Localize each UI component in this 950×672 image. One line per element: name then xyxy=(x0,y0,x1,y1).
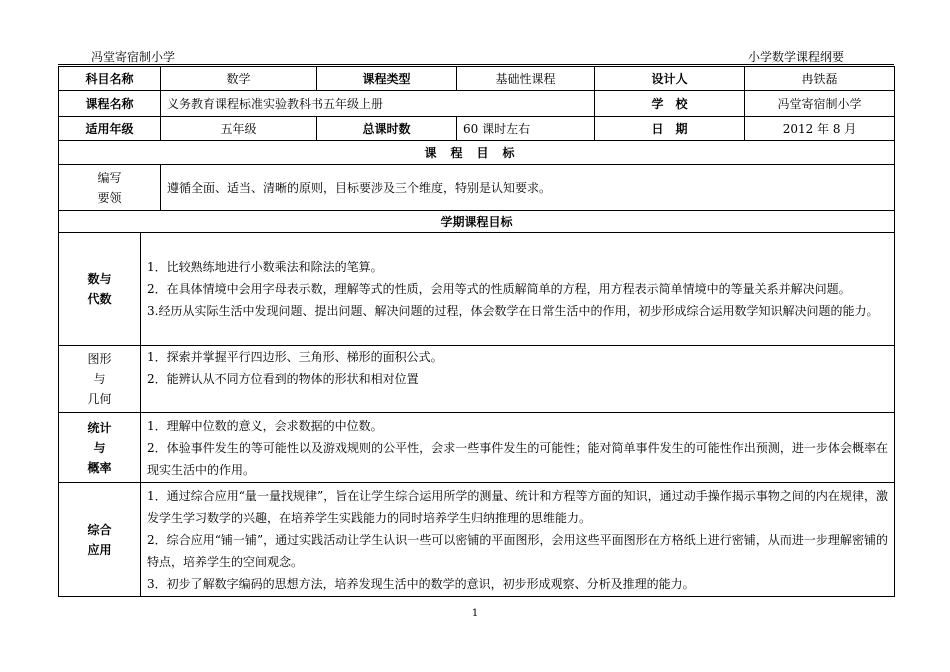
goal-item: 1．通过综合应用“量一量找规律”，旨在让学生综合运用所学的测量、统计和方程等方面的知识，通过动手操作揭示事物之间的内在规律，激发学生学习数学的兴趣，在培养学生实践能力的同时培养学生归纳推理的思维能力。 xyxy=(147,488,889,525)
goal-item: 3．初步了解数字编码的思想方法，培养发现生活中的数学的意识，初步形成观察、分析及推理的能力。 xyxy=(147,576,695,591)
section-label-line: 综合 xyxy=(87,522,112,537)
page-number: 1 xyxy=(471,608,479,619)
section-label-line: 与 xyxy=(93,440,106,455)
grade-label: 适用年级 xyxy=(59,117,161,141)
hours-label: 总课时数 xyxy=(317,117,457,141)
writing-label-line-1: 编写 xyxy=(97,170,122,185)
date-value: 2012 年 8 月 xyxy=(745,117,895,141)
semester-goals-title: 学期课程目标 xyxy=(59,211,895,233)
goal-item: 2．综合应用“铺一铺”，通过实践活动让学生认识一些可以密铺的平面图形，会用这些平面图形在方格纸上进行密铺，从而进一步理解密铺的特点，培养学生的空间观念。 xyxy=(147,532,889,569)
section-content-application xyxy=(141,483,895,597)
semester-title-row xyxy=(59,211,895,233)
info-row-1 xyxy=(59,67,895,91)
writing-guide-text: 遵循全面、适当、清晰的原则，目标要涉及三个维度，特别是认知要求。 xyxy=(161,165,895,211)
course-name-value: 义务教育课程标准实验教科书五年级上册 xyxy=(161,91,595,117)
section-label-line: 代数 xyxy=(87,292,112,306)
goal-item: 2．在具体情境中会用字母表示数，理解等式的性质，会用等式的性质解简单的方程，用方程表示简单情境中的等量关系并解决问题。 xyxy=(147,282,851,296)
school-label: 学 校 xyxy=(595,91,745,117)
section-row-statistics xyxy=(59,413,895,483)
subject-value: 数学 xyxy=(161,67,317,91)
section-content-statistics xyxy=(141,413,895,483)
section-label-algebra xyxy=(59,233,141,346)
section-label-application xyxy=(59,483,141,597)
section-label-line: 与 xyxy=(93,372,106,386)
course-outline-table xyxy=(58,66,895,597)
section-label-line: 概率 xyxy=(87,460,112,475)
info-row-2 xyxy=(59,91,895,117)
grade-value: 五年级 xyxy=(161,117,317,141)
course-name-label: 课程名称 xyxy=(59,91,161,117)
subject-label: 科目名称 xyxy=(59,67,161,91)
section-label-line: 几何 xyxy=(87,392,112,406)
goal-item: 1．理解中位数的意义，会求数据的中位数。 xyxy=(147,418,383,433)
header-doc-title: 小学数学课程纲要 xyxy=(748,50,845,64)
info-row-3 xyxy=(59,117,895,141)
section-content-geometry xyxy=(141,346,895,413)
header-rule xyxy=(58,64,894,65)
section-label-line: 数与 xyxy=(87,272,112,286)
section-label-statistics xyxy=(59,413,141,483)
designer-value: 冉铁磊 xyxy=(745,67,895,91)
section-row-application xyxy=(59,483,895,597)
goals-title-row xyxy=(59,141,895,165)
goal-item: 3.经历从实际生活中发现问题、提出问题、解决问题的过程，体会数学在日常生活中的作用，初步形成综合运用数学知识解决问题的能力。 xyxy=(147,304,879,318)
date-label: 日 期 xyxy=(595,117,745,141)
section-label-line: 图形 xyxy=(87,352,112,366)
course-type-label: 课程类型 xyxy=(317,67,457,91)
section-label-geometry xyxy=(59,346,141,413)
hours-value: 60 课时左右 xyxy=(457,117,595,141)
section-row-algebra xyxy=(59,233,895,346)
goal-item: 2．能辨认从不同方位看到的物体的形状和相对位置 xyxy=(147,372,419,386)
writing-guide-row xyxy=(59,165,895,211)
designer-label: 设计人 xyxy=(595,67,745,91)
goals-title: 课程目标 xyxy=(59,141,895,165)
writing-label-line-2: 要领 xyxy=(97,190,122,205)
section-content-algebra xyxy=(141,233,895,346)
section-row-geometry xyxy=(59,346,895,413)
school-value: 冯堂寄宿制小学 xyxy=(745,91,895,117)
course-type-value: 基础性课程 xyxy=(457,67,595,91)
header-school: 冯堂寄宿制小学 xyxy=(91,50,176,64)
writing-guide-label xyxy=(59,165,161,211)
goal-item: 1．探索并掌握平行四边形、三角形、梯形的面积公式。 xyxy=(147,350,443,364)
goal-item: 2．体验事件发生的等可能性以及游戏规则的公平性，会求一些事件发生的可能性；能对简单事件发生的可能性作出预测，进一步体会概率在现实生活中的作用。 xyxy=(147,440,889,477)
section-label-line: 应用 xyxy=(87,542,112,557)
goal-item: 1．比较熟练地进行小数乘法和除法的笔算。 xyxy=(147,260,383,274)
section-label-line: 统计 xyxy=(87,420,112,435)
